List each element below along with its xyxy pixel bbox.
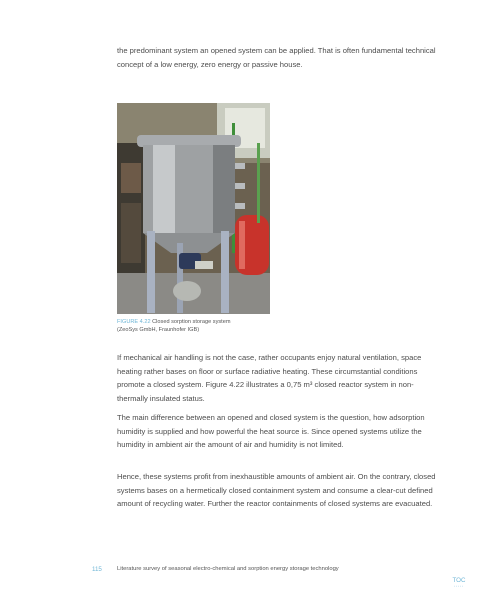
intro-paragraph: the predominant system an opened system can be applied. That is often fundamental technical concept of a low energy, zero energy or passive house. — [117, 46, 436, 69]
body-paragraph: The main difference between an opened and closed system is the question, how adsorption humidity is supplied and how powerful the heat source is. Since opened systems utilize the humidity in ambient air the amount of air and humidity is not limited. — [117, 413, 425, 450]
body-paragraph: Hence, these systems profit from inexhaustible amounts of ambient air. On the contrary, closed systems bases on a hermetically closed containment system and consume a clear-cut defined amount of recycling water. Further the reactor containments of closed systems are evacuated. — [117, 472, 436, 509]
figure-caption — [117, 318, 317, 335]
page-number: 115 — [92, 566, 102, 573]
figure-label: FIGURE 4.22 — [117, 319, 151, 325]
toc-label[interactable]: TOC — [452, 577, 466, 584]
figure-caption-text: Closed sorption storage system — [152, 319, 231, 325]
body-paragraph: If mechanical air handling is not the case, rather occupants enjoy natural ventilation, space heating rather bases on floor or surface radiative heating. These circumstantial conditions promote a closed system. Figure 4.22 illustrates a 0,75 m³ closed reactor system in non- thermally insulated status. — [117, 353, 422, 403]
figure-photo — [117, 103, 270, 314]
toc-dots: ••••• — [453, 584, 465, 588]
figure-credit: (ZeoSys GmbH, Fraunhofer IGB) — [117, 327, 200, 334]
running-footer-title: Literature survey of seasonal electro-chemical and sorption energy storage technology — [117, 566, 339, 572]
toc-link[interactable] — [448, 577, 470, 589]
sorption-reactor-photo — [117, 103, 270, 314]
